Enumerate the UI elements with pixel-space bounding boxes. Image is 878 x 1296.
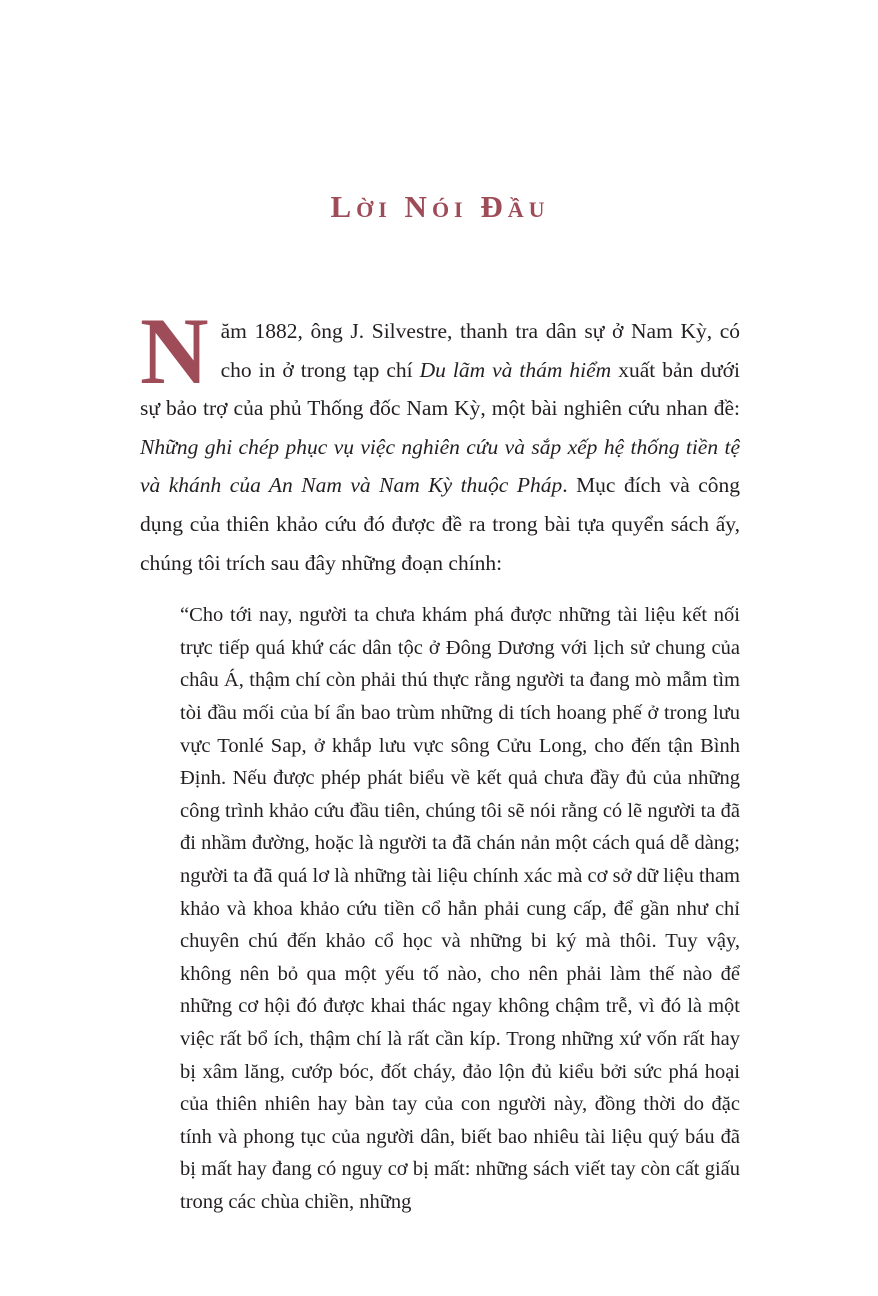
intro-text-segment: ăm 1882, ông J. Silvestre, thanh tra dân sự ở Nam Kỳ, có cho in ở trong tạp chí [220, 319, 740, 382]
journal-title-italic: Du lãm và thám hiểm [419, 357, 612, 382]
intro-text-segment: . Mục đích và công dụng của thiên khảo cứu đó được đề ra trong bài tựa quyển sách ấy, chúng tôi trích sau đây những đoạn chính: [140, 473, 741, 575]
chapter-title: Lời Nói Đầu [330, 189, 550, 224]
intro-text-segment: xuất bản dưới sự bảo trợ của phủ Thống đốc Nam Kỳ, một bài nghiên cứu nhan đề: [140, 357, 740, 421]
quoted-passage: “Cho tới nay, người ta chưa khám phá được những tài liệu kết nối trực tiếp quá khứ các dân tộc ở Đông Dương với lịch sử chung của châu Á, thậm chí còn phải thú thực rằng người ta đang mò mẫm tìm tòi đầu mối của bí ẩn bao trùm những di tích hoang phế ở trong lưu vực Tonlé Sap, ở khắp lưu vực sông Cửu Long, cho đến tận Bình Định. Nếu được phép phát biểu về kết quả chưa đầy đủ của những công trình khảo cứu đầu tiên, chúng tôi sẽ nói rằng có lẽ người ta đã đi nhầm đường, hoặc là người ta đã chán nản một cách quá dễ dàng; người ta đã quá lơ là những tài liệu chính xác mà cơ sở dữ liệu tham khảo và khoa khảo cứu tiền cổ hẳn phải cung cấp, để gần như chỉ chuyên chú đến khảo cổ học và những bi ký mà thôi. Tuy vậy, không nên bỏ qua một yếu tố nào, cho nên phải làm thế nào để những cơ hội đó được khai thác ngay không chậm trễ, vì đó là một việc rất bổ ích, thậm chí là rất cần kíp. Trong những xứ vốn rất hay bị xâm lăng, cướp bóc, đốt cháy, đảo lộn đủ kiểu bởi sức phá hoại của thiên nhiên hay bàn tay của con người này, đồng thời do đặc tính và phong tục của người dân, biết bao nhiêu tài liệu quý báu đã bị mất hay đang có nguy cơ bị mất: những sách viết tay còn cất giấu trong các chùa chiền, những [180, 604, 740, 1213]
intro-paragraph [140, 298, 741, 582]
article-title-italic: Những ghi chép phục vụ việc nghiên cứu và sắp xếp hệ thống tiền tệ và khánh của An Nam và Nam Kỳ thuộc Pháp [140, 434, 740, 498]
dropcap-letter: N [140, 298, 209, 405]
